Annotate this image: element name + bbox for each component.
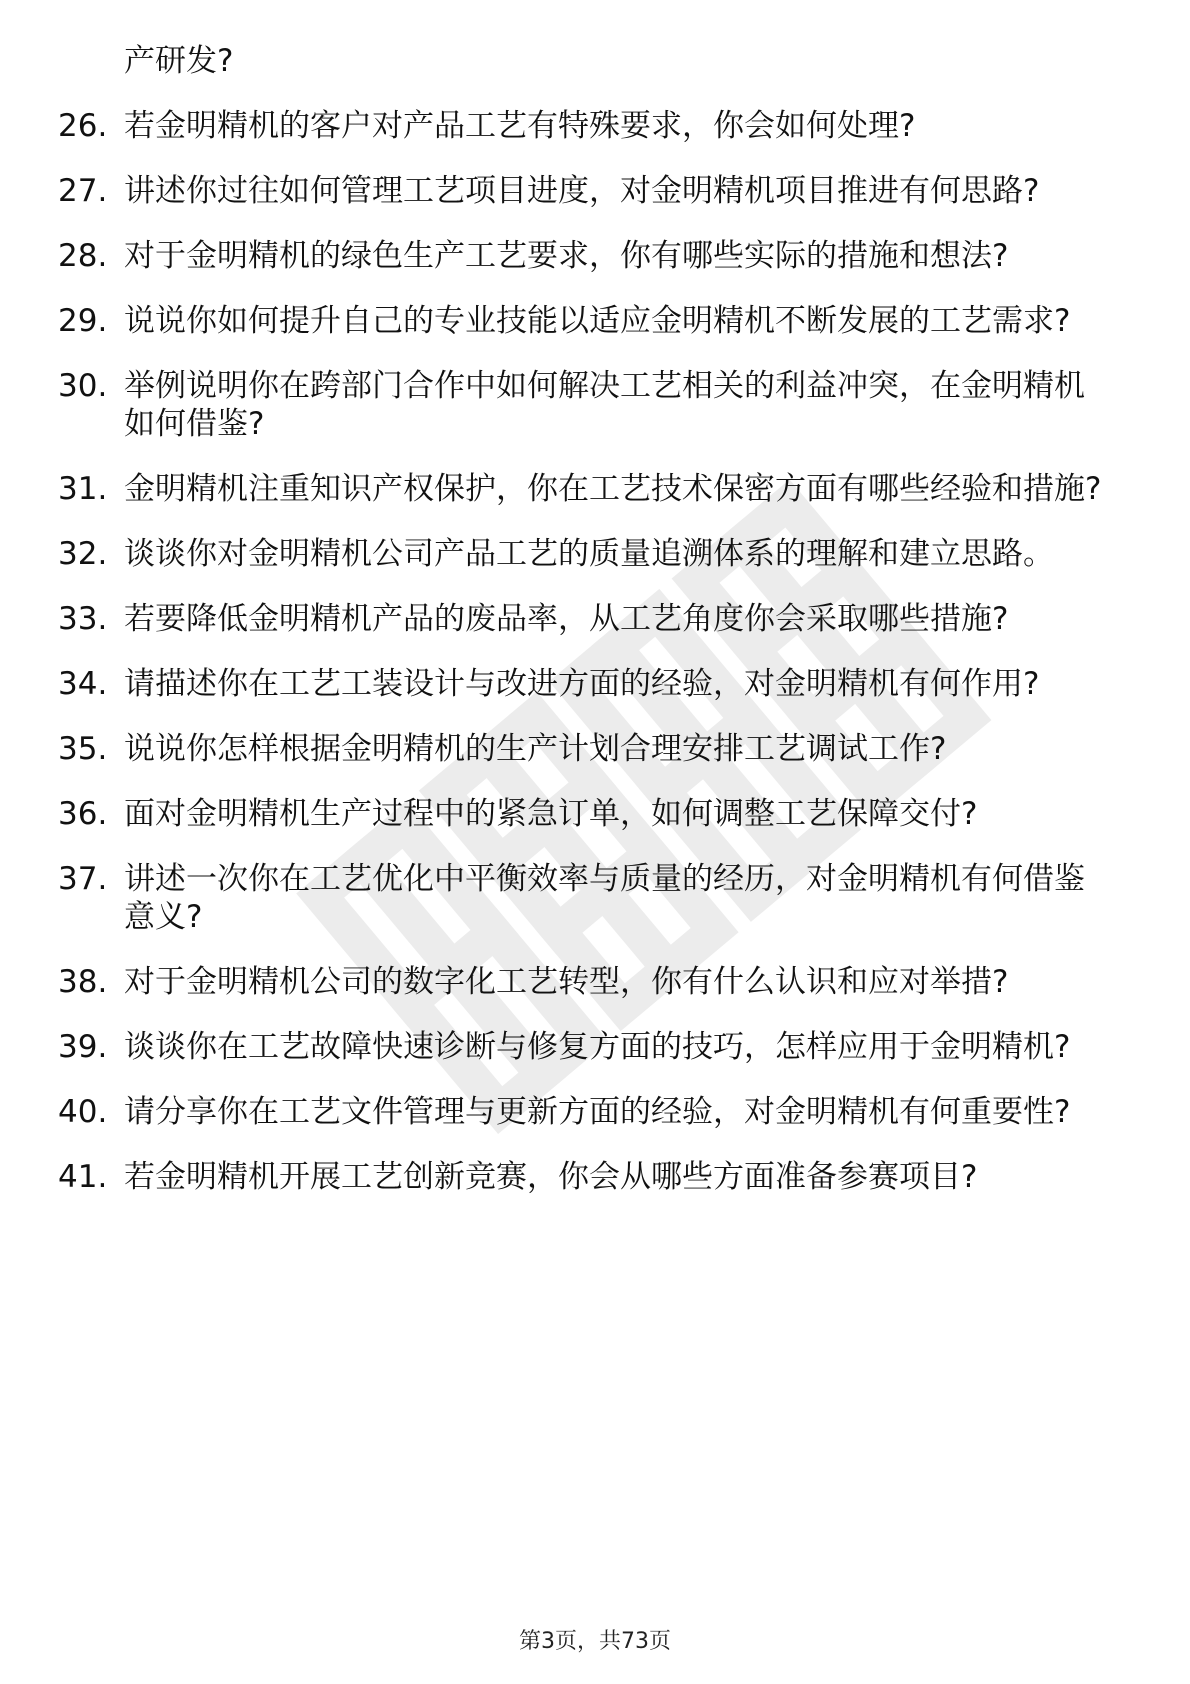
question-item-29 xyxy=(58,302,1118,340)
question-number: 30. xyxy=(58,368,108,404)
question-number: 41. xyxy=(58,1159,108,1195)
question-text: 讲述你过往如何管理工艺项目进度，对金明精机项目推进有何思路? xyxy=(124,173,1040,209)
question-item-36 xyxy=(58,795,1118,833)
question-text: 请描述你在工艺工装设计与改进方面的经验，对金明精机有何作用? xyxy=(124,666,1040,702)
question-number: 40. xyxy=(58,1094,108,1130)
question-item-34 xyxy=(58,665,1118,703)
continuation-text: 产研发? xyxy=(124,43,234,79)
question-number: 31. xyxy=(58,471,108,507)
question-list xyxy=(58,107,1118,1196)
question-text: 对于金明精机的绿色生产工艺要求，你有哪些实际的措施和想法? xyxy=(124,238,1009,274)
question-text: 若要降低金明精机产品的废品率，从工艺角度你会采取哪些措施? xyxy=(124,601,1009,637)
question-number: 36. xyxy=(58,796,108,832)
page-footer: 第3页，共73页 xyxy=(519,1629,671,1654)
question-number: 35. xyxy=(58,731,108,767)
question-number: 38. xyxy=(58,964,108,1000)
question-item-28 xyxy=(58,237,1118,275)
question-text: 讲述一次你在工艺优化中平衡效率与质量的经历，对金明精机有何借鉴意义? xyxy=(124,861,1085,935)
question-text: 金明精机注重知识产权保护，你在工艺技术保密方面有哪些经验和措施? xyxy=(124,471,1102,507)
question-item-30 xyxy=(58,367,1118,443)
question-number: 34. xyxy=(58,666,108,702)
question-text: 谈谈你对金明精机公司产品工艺的质量追溯体系的理解和建立思路。 xyxy=(124,536,1054,572)
question-text: 若金明精机的客户对产品工艺有特殊要求，你会如何处理? xyxy=(124,108,916,144)
document-body xyxy=(58,42,1118,1223)
question-item-26 xyxy=(58,107,1118,145)
question-item-37 xyxy=(58,860,1118,936)
question-number: 29. xyxy=(58,303,108,339)
question-item-33 xyxy=(58,600,1118,638)
question-item-32 xyxy=(58,535,1118,573)
question-item-41 xyxy=(58,1158,1118,1196)
question-number: 33. xyxy=(58,601,108,637)
question-number: 39. xyxy=(58,1029,108,1065)
question-item-27 xyxy=(58,172,1118,210)
question-item-39 xyxy=(58,1028,1118,1066)
question-text: 举例说明你在跨部门合作中如何解决工艺相关的利益冲突，在金明精机如何借鉴? xyxy=(124,368,1085,442)
question-text: 谈谈你在工艺故障快速诊断与修复方面的技巧，怎样应用于金明精机? xyxy=(124,1029,1071,1065)
question-number: 26. xyxy=(58,108,108,144)
question-item-40 xyxy=(58,1093,1118,1131)
question-item-38 xyxy=(58,963,1118,1001)
question-text: 对于金明精机公司的数字化工艺转型，你有什么认识和应对举措? xyxy=(124,964,1009,1000)
question-number: 27. xyxy=(58,173,108,209)
question-text: 说说你怎样根据金明精机的生产计划合理安排工艺调试工作? xyxy=(124,731,947,767)
question-item-31 xyxy=(58,470,1118,508)
question-text: 若金明精机开展工艺创新竞赛，你会从哪些方面准备参赛项目? xyxy=(124,1159,978,1195)
question-text: 说说你如何提升自己的专业技能以适应金明精机不断发展的工艺需求? xyxy=(124,303,1071,339)
question-number: 32. xyxy=(58,536,108,572)
question-text: 请分享你在工艺文件管理与更新方面的经验，对金明精机有何重要性? xyxy=(124,1094,1071,1130)
question-text: 面对金明精机生产过程中的紧急订单，如何调整工艺保障交付? xyxy=(124,796,978,832)
question-number: 37. xyxy=(58,861,108,897)
question-number: 28. xyxy=(58,238,108,274)
question-item-35 xyxy=(58,730,1118,768)
